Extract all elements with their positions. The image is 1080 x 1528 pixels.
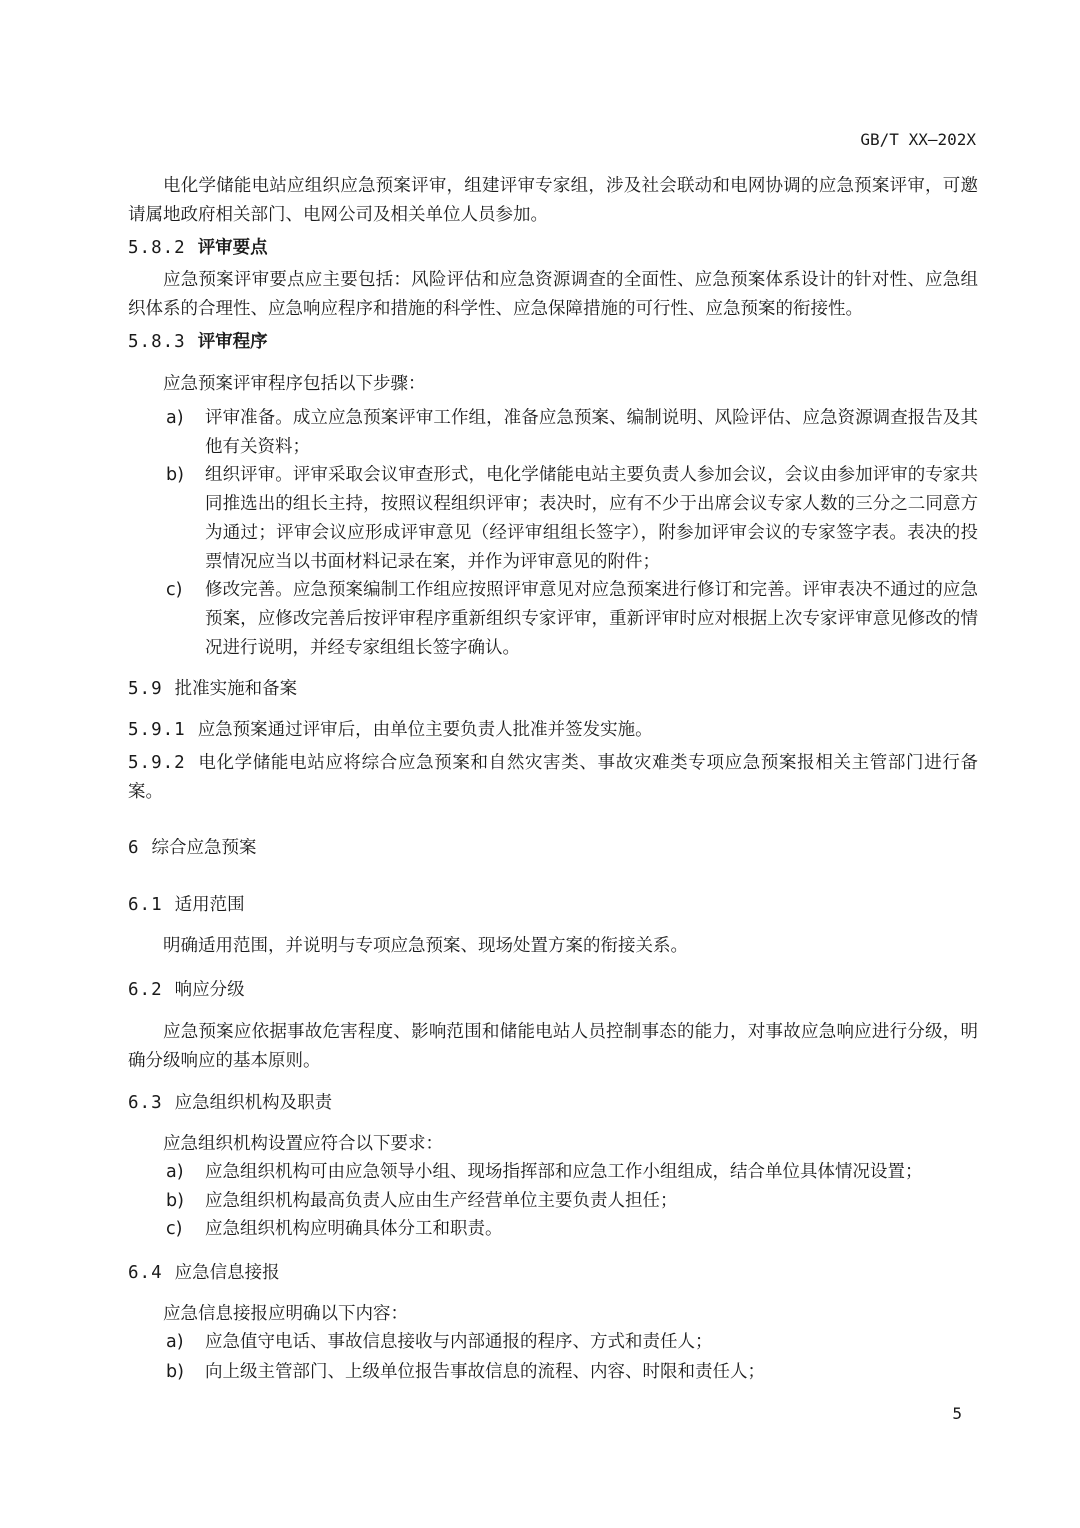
list-item (166, 404, 978, 462)
section-title: 应急信息接报 (174, 1263, 280, 1283)
section-heading-6-3 (128, 1089, 978, 1118)
section-number: 6.4 (128, 1263, 163, 1283)
list-label: b) (166, 1191, 184, 1211)
standard-code-header: GB/T XX—202X (860, 130, 976, 149)
list-label: a) (166, 1332, 184, 1352)
clause-5-9-2 (128, 749, 978, 807)
chapter-heading-6 (128, 834, 978, 863)
list-text: 应急组织机构应明确具体分工和职责。 (205, 1219, 503, 1239)
section-title: 综合应急预案 (151, 838, 257, 858)
section-number: 6.2 (128, 980, 163, 1000)
paragraph: 应急信息接报应明确以下内容： (163, 1304, 408, 1324)
section-title: 适用范围 (174, 895, 245, 915)
list-text: 修改完善。应急预案编制工作组应按照评审意见对应急预案进行修订和完善。评审表决不通过的应急预案，应修改完善后按评审程序重新组织专家评审，重新评审时应对根据上次专家评审意见修改的情况进行说明，并经专家组组长签字确认。 (205, 580, 978, 658)
list-item (166, 1328, 978, 1357)
section-number: 5.8.3 (128, 332, 186, 352)
section-heading-5-8-2 (128, 234, 978, 263)
section-number: 5.8.2 (128, 238, 186, 258)
list-item (166, 1158, 978, 1187)
section-heading-5-8-3 (128, 328, 978, 357)
section-heading-6-4 (128, 1259, 978, 1288)
list-text: 应急组织机构可由应急领导小组、现场指挥部和应急工作小组组成，结合单位具体情况设置； (205, 1162, 923, 1182)
section-number: 6.3 (128, 1093, 163, 1113)
page-number: 5 (952, 1404, 962, 1423)
list-label: c) (166, 1219, 183, 1239)
list-text: 应急组织机构最高负责人应由生产经营单位主要负责人担任； (205, 1191, 678, 1211)
paragraph: 应急预案评审程序包括以下步骤： (163, 374, 426, 394)
list-item (166, 461, 978, 577)
list-item (166, 1358, 978, 1387)
clause-5-9-1 (128, 716, 978, 745)
paragraph: 明确适用范围，并说明与专项应急预案、现场处置方案的衔接关系。 (163, 936, 688, 956)
list-item (166, 576, 978, 663)
section-number: 6.1 (128, 895, 163, 915)
clause-number: 5.9.2 (128, 753, 186, 773)
clause-text: 应急预案通过评审后，由单位主要负责人批准并签发实施。 (197, 720, 653, 740)
list-label: b) (166, 465, 184, 485)
section-heading-6-2 (128, 976, 978, 1005)
paragraph: 应急预案应依据事故危害程度、影响范围和储能电站人员控制事态的能力，对事故应急响应进行分级，明确分级响应的基本原则。 (128, 1022, 978, 1071)
paragraph: 应急预案评审要点应主要包括：风险评估和应急资源调查的全面性、应急预案体系设计的针对性、应急组织体系的合理性、应急响应程序和措施的科学性、应急保障措施的可行性、应急预案的衔接性。 (128, 270, 978, 319)
section-title: 评审要点 (197, 238, 268, 258)
clause-number: 5.9.1 (128, 720, 186, 740)
section-number: 5.9 (128, 679, 163, 699)
section-title: 响应分级 (174, 980, 245, 1000)
list-item (166, 1187, 978, 1216)
list-text: 评审准备。成立应急预案评审工作组，准备应急预案、编制说明、风险评估、应急资源调查报告及其他有关资料； (205, 408, 978, 457)
list-text: 应急值守电话、事故信息接收与内部通报的程序、方式和责任人； (205, 1332, 713, 1352)
section-heading-5-9 (128, 675, 978, 704)
list-label: b) (166, 1362, 184, 1382)
list-label: a) (166, 1162, 184, 1182)
section-number: 6 (128, 838, 140, 858)
clause-text: 电化学储能电站应将综合应急预案和自然灾害类、事故灾难类专项应急预案报相关主管部门进行备案。 (128, 753, 978, 802)
list-item (166, 1215, 978, 1244)
section-title: 批准实施和备案 (174, 679, 298, 699)
paragraph: 应急组织机构设置应符合以下要求： (163, 1134, 443, 1154)
section-title: 评审程序 (197, 332, 268, 352)
section-heading-6-1 (128, 891, 978, 920)
list-text: 组织评审。评审采取会议审查形式，电化学储能电站主要负责人参加会议，会议由参加评审的专家共同推选出的组长主持，按照议程组织评审；表决时，应有不少于出席会议专家人数的三分之二同意方为通过；评审会议应形成评审意见（经评审组组长签字），附参加评审会议的专家签字表。表决的投票情况应当以书面材料记录在案，并作为评审意见的附件； (205, 465, 978, 572)
list-label: a) (166, 408, 184, 428)
list-text: 向上级主管部门、上级单位报告事故信息的流程、内容、时限和责任人； (205, 1362, 765, 1382)
list-label: c) (166, 580, 183, 600)
section-title: 应急组织机构及职责 (174, 1093, 333, 1113)
paragraph: 电化学储能电站应组织应急预案评审，组建评审专家组，涉及社会联动和电网协调的应急预案评审，可邀请属地政府相关部门、电网公司及相关单位人员参加。 (128, 176, 978, 225)
